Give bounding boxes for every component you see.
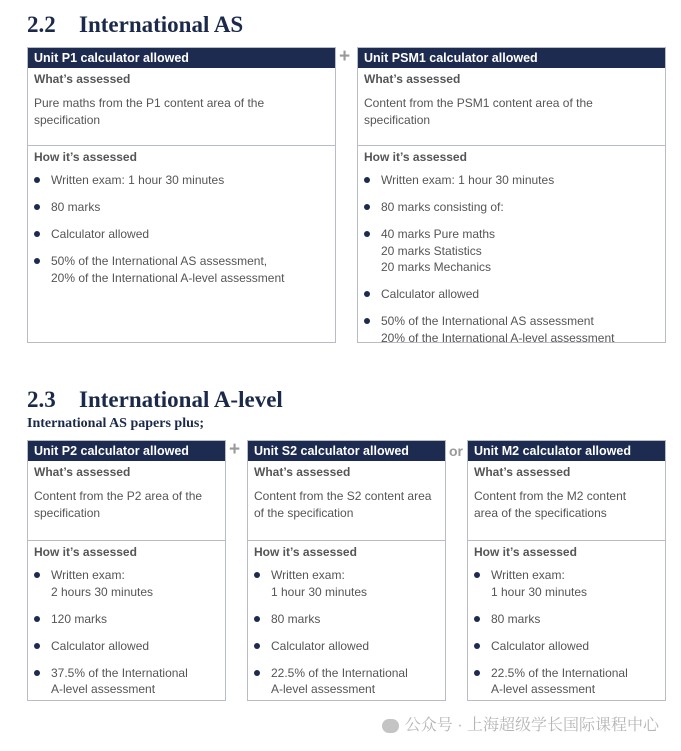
bullet-line: 2 hours 30 minutes [51, 584, 154, 599]
plus-operator: + [229, 439, 241, 460]
whats-assessed-label: What’s assessed [364, 72, 461, 86]
watermark [382, 712, 659, 735]
whats-assessed-label: What’s assessed [474, 465, 571, 479]
unit-card-p1 [27, 47, 336, 343]
bullet-item [28, 172, 335, 189]
bullet-line: Written exam: [51, 568, 125, 582]
bullet-item [358, 313, 665, 346]
unit-card-s2 [247, 440, 446, 701]
bullet-item [358, 226, 665, 276]
bullet-item [468, 567, 665, 600]
bullet-line: 22.5% of the International [271, 665, 408, 680]
description-line: of the specification [254, 506, 354, 520]
unit-card-p2 [27, 440, 226, 701]
bullet-dot-icon [34, 177, 40, 183]
bullet-dot-icon [474, 643, 480, 649]
bullet-dot-icon [34, 572, 40, 578]
bullet-dot-icon [364, 177, 370, 183]
bullet-dot-icon [474, 616, 480, 622]
bullet-line: 50% of the International AS assessment [381, 314, 594, 328]
how-assessed-label: How it’s assessed [254, 545, 357, 559]
bullet-line: A-level assessment [51, 682, 156, 696]
bullet-line: Written exam: [271, 568, 345, 582]
bullet-line: A-level assessment [491, 682, 596, 696]
bullet-dot-icon [34, 643, 40, 649]
bullet-item [28, 199, 335, 216]
description-line: specification [34, 506, 101, 520]
section-title: International AS [79, 12, 244, 37]
bullet-dot-icon [364, 318, 370, 324]
how-assessed-label: How it’s assessed [34, 150, 137, 164]
bullet-dot-icon [34, 258, 40, 264]
unit-card-m2 [467, 440, 666, 701]
bullet-line: 80 marks [271, 611, 321, 626]
description-line: area of the specifications [474, 506, 607, 520]
bullet-line: 1 hour 30 minutes [271, 584, 368, 599]
bullet-list [468, 559, 665, 698]
bullet-item [28, 638, 225, 655]
bullet-item [28, 567, 225, 600]
or-operator: or [449, 443, 463, 459]
bullet-line: Calculator allowed [381, 287, 480, 301]
description-line: Content from the S2 content area [254, 489, 432, 503]
bullet-line: 22.5% of the International [491, 665, 628, 680]
bullet-dot-icon [254, 572, 260, 578]
bullet-line: 20% of the International A-level assessment [51, 270, 285, 285]
wechat-icon [382, 719, 399, 733]
bullet-line: 80 marks [51, 200, 101, 214]
unit-description [28, 479, 225, 540]
unit-header: Unit M2 calculator allowed [468, 441, 665, 461]
unit-description [358, 86, 665, 145]
bullet-line: Written exam: [491, 568, 565, 582]
bullet-item [28, 253, 335, 286]
unit-header: Unit P1 calculator allowed [28, 48, 335, 68]
section-subtitle: International AS papers plus; [27, 416, 204, 431]
description-line: Content from the P2 area of the [34, 489, 203, 503]
bullet-list [358, 164, 665, 346]
bullet-line: Written exam: 1 hour 30 minutes [51, 173, 225, 187]
bullet-line: A-level assessment [271, 682, 376, 696]
bullet-line: 20 marks Statistics [381, 243, 482, 258]
description-line: specification [34, 113, 101, 127]
section-heading-alevel [27, 386, 283, 414]
bullet-dot-icon [254, 670, 260, 676]
unit-header: Unit S2 calculator allowed [248, 441, 445, 461]
description-line: specification [364, 113, 431, 127]
bullet-line: 120 marks [51, 611, 108, 626]
description-line: Pure maths from the P1 content area of the [34, 96, 265, 110]
bullet-line: 50% of the International AS assessment, [51, 254, 268, 268]
bullet-dot-icon [364, 204, 370, 210]
bullet-item [248, 567, 445, 600]
unit-header: Unit P2 calculator allowed [28, 441, 225, 461]
whats-assessed-label: What’s assessed [34, 72, 131, 86]
plus-operator: + [339, 46, 351, 67]
bullet-dot-icon [254, 616, 260, 622]
unit-description [28, 86, 335, 145]
section-number: 2.2 [27, 12, 56, 37]
bullet-item [358, 199, 665, 216]
how-assessed-label: How it’s assessed [34, 545, 137, 559]
bullet-list [28, 559, 225, 698]
bullet-list [248, 559, 445, 698]
bullet-item [468, 638, 665, 655]
bullet-dot-icon [254, 643, 260, 649]
description-line: Content from the PSM1 content area of the [364, 96, 593, 110]
bullet-item [468, 611, 665, 628]
bullet-dot-icon [34, 204, 40, 210]
watermark-text: 公众号 · 上海超级学长国际课程中心 [404, 717, 659, 734]
bullet-line: Calculator allowed [51, 638, 150, 653]
bullet-line: Calculator allowed [271, 638, 370, 653]
bullet-line: Calculator allowed [51, 227, 150, 241]
bullet-item [28, 226, 335, 243]
bullet-dot-icon [474, 572, 480, 578]
bullet-line: 20% of the International A-level assessment [381, 330, 615, 345]
how-assessed-label: How it’s assessed [474, 545, 577, 559]
bullet-item [248, 665, 445, 698]
bullet-dot-icon [34, 670, 40, 676]
bullet-line: 80 marks [491, 611, 541, 626]
bullet-dot-icon [364, 291, 370, 297]
bullet-line: 1 hour 30 minutes [491, 584, 588, 599]
unit-card-psm1 [357, 47, 666, 343]
bullet-item [358, 172, 665, 189]
unit-description [468, 479, 665, 540]
section-title: International A-level [79, 387, 283, 412]
bullet-line: 20 marks Mechanics [381, 260, 492, 274]
bullet-list [28, 164, 335, 286]
section-number: 2.3 [27, 387, 56, 412]
unit-description [248, 479, 445, 540]
bullet-item [248, 611, 445, 628]
bullet-line: 40 marks Pure maths [381, 227, 496, 241]
description-line: Content from the M2 content [474, 489, 627, 503]
bullet-item [468, 665, 665, 698]
how-assessed-label: How it’s assessed [364, 150, 467, 164]
bullet-item [28, 665, 225, 698]
bullet-item [248, 638, 445, 655]
bullet-dot-icon [364, 231, 370, 237]
bullet-line: Calculator allowed [491, 638, 590, 653]
whats-assessed-label: What’s assessed [254, 465, 351, 479]
bullet-item [28, 611, 225, 628]
whats-assessed-label: What’s assessed [34, 465, 131, 479]
bullet-line: 37.5% of the International [51, 665, 188, 680]
bullet-line: Written exam: 1 hour 30 minutes [381, 173, 555, 187]
bullet-dot-icon [474, 670, 480, 676]
bullet-dot-icon [34, 616, 40, 622]
unit-header: Unit PSM1 calculator allowed [358, 48, 665, 68]
section-heading-as [27, 11, 243, 39]
bullet-dot-icon [34, 231, 40, 237]
bullet-item [358, 286, 665, 303]
bullet-line: 80 marks consisting of: [381, 200, 504, 214]
